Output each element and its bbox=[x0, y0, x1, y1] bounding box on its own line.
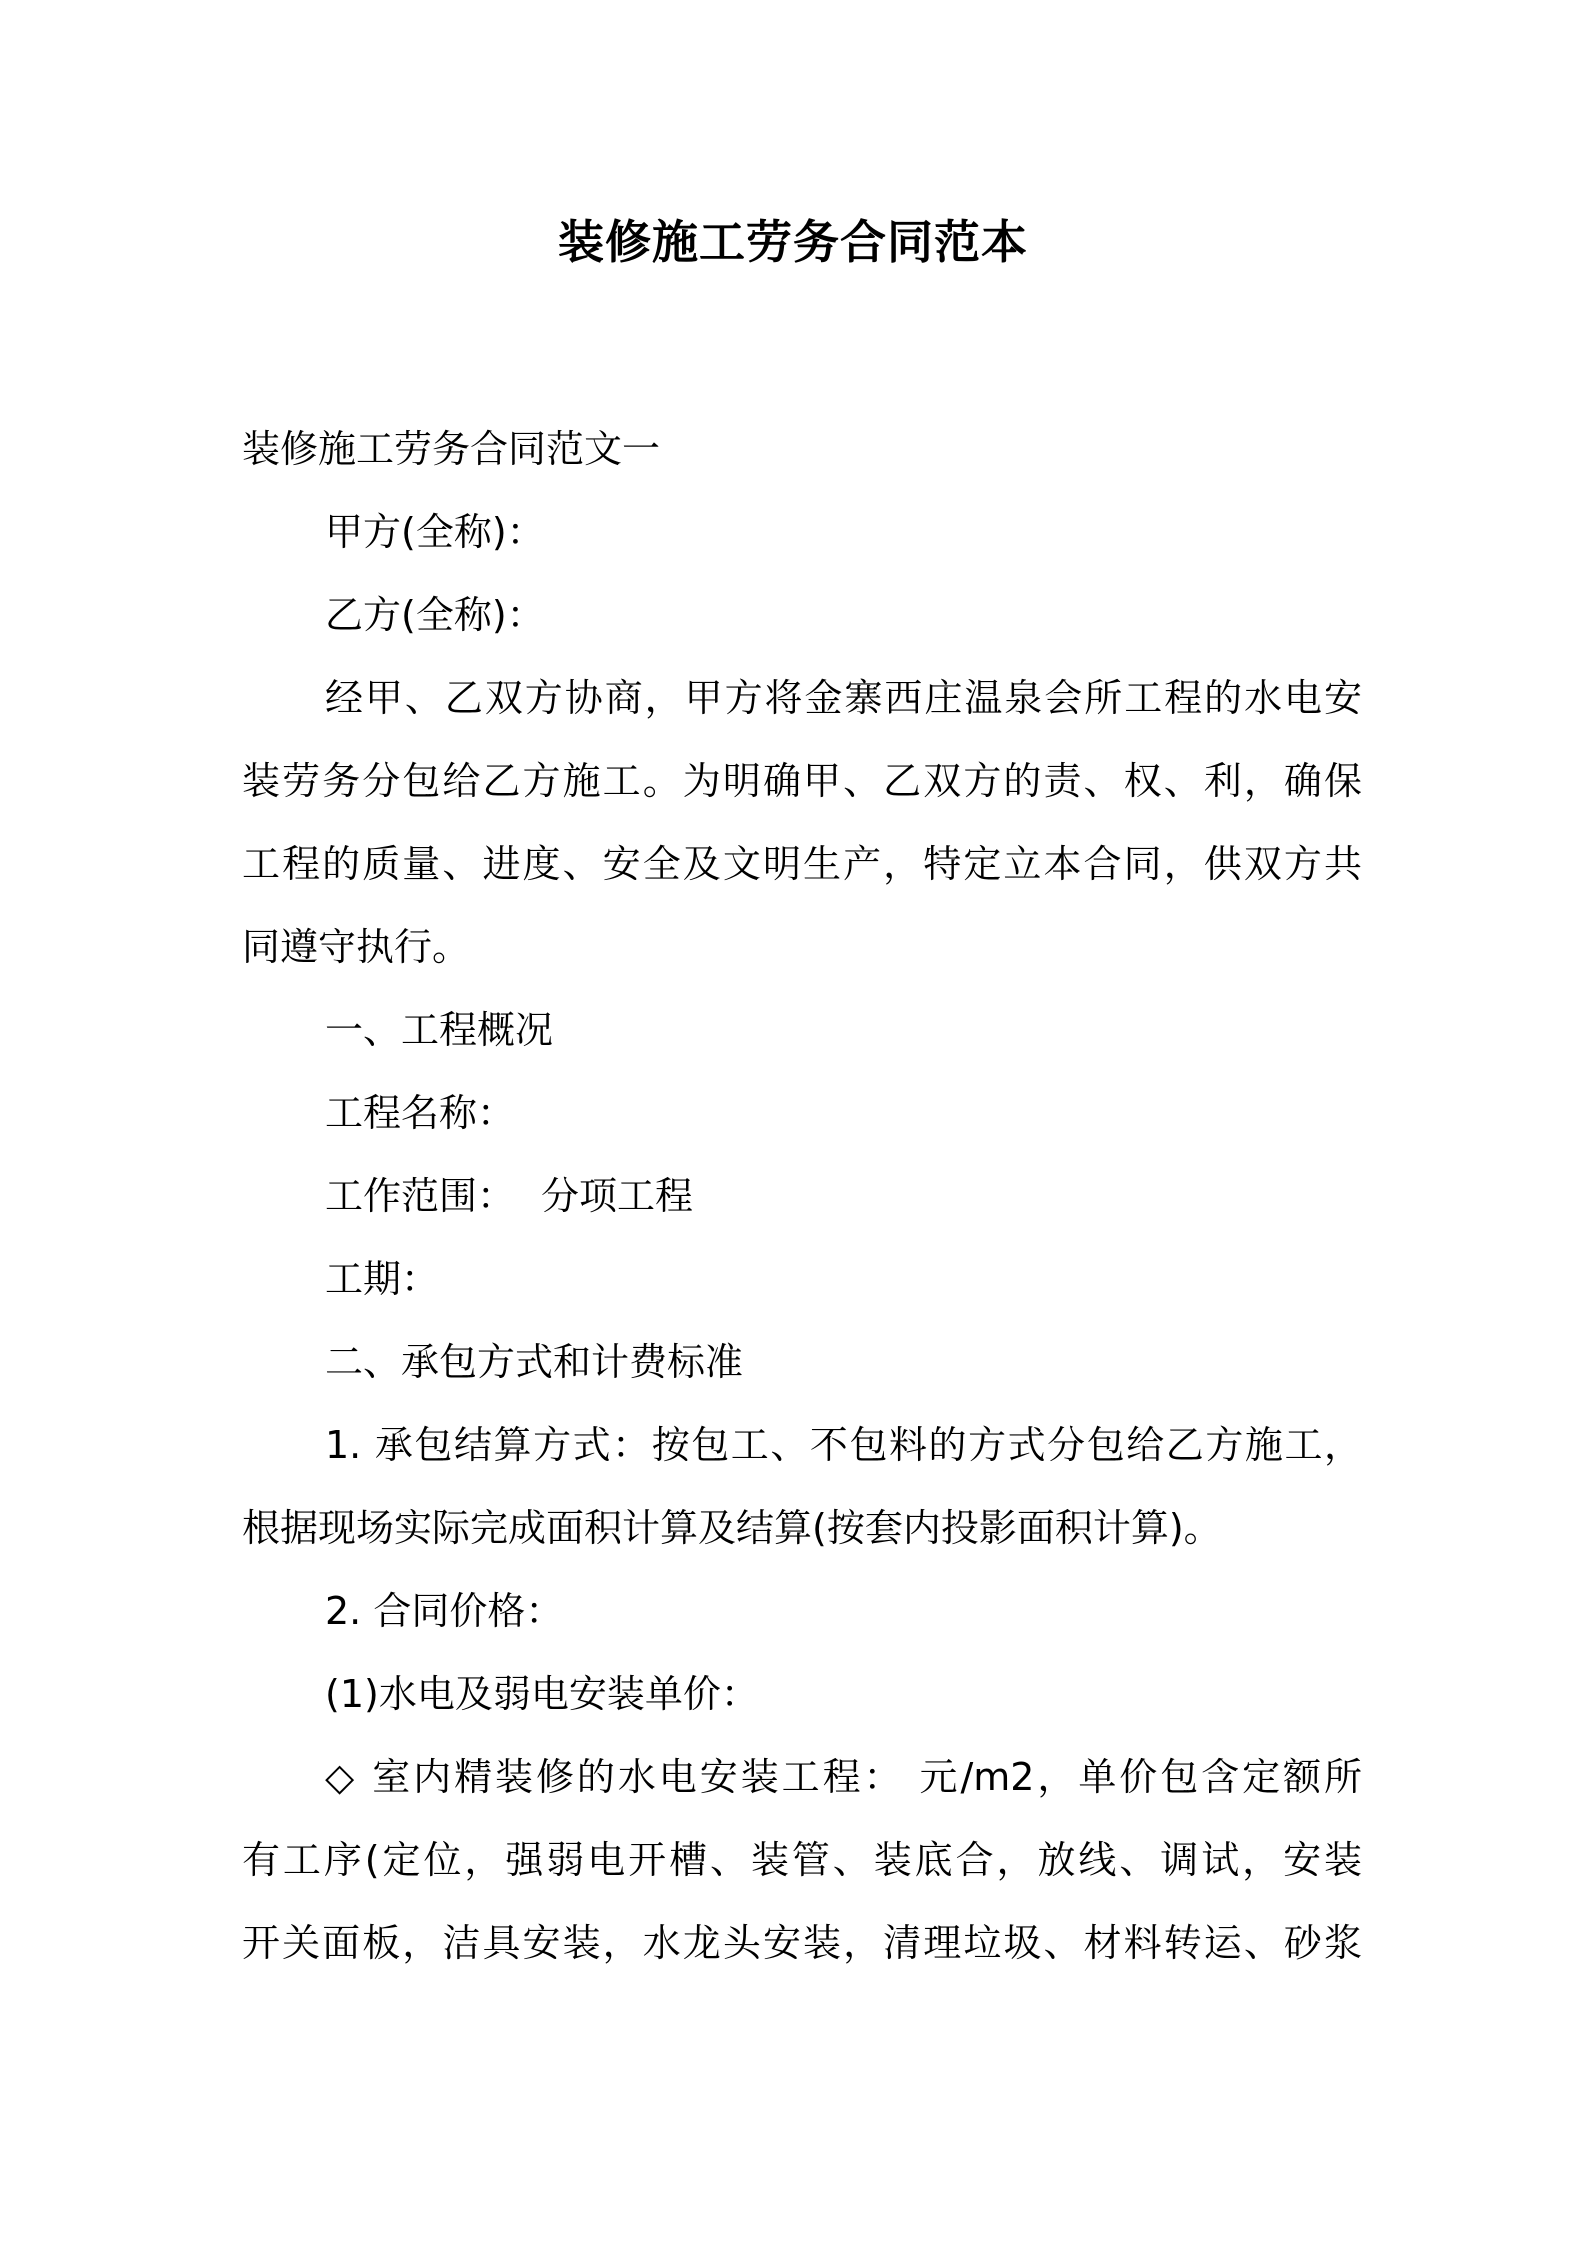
document-body bbox=[242, 408, 1362, 1985]
item1-line: 1. 承包结算方式：按包工、不包料的方式分包给乙方施工， bbox=[325, 1423, 1362, 1467]
bullet-line: 开关面板，洁具安装，水龙头安装，清理垃圾、材料转运、砂浆 bbox=[242, 1921, 1362, 1965]
project-name-field: 工程名称： bbox=[325, 1091, 516, 1135]
item1-line: 根据现场实际完成面积计算及结算(按套内投影面积计算)。 bbox=[242, 1506, 1222, 1550]
section2-heading: 二、承包方式和计费标准 bbox=[325, 1340, 744, 1384]
item2-heading: 2. 合同价格： bbox=[325, 1589, 564, 1633]
bullet-line: 有工序(定位，强弱电开槽、装管、装底合，放线、调试，安装 bbox=[242, 1838, 1362, 1882]
preamble-line: 工程的质量、进度、安全及文明生产，特定立本合同，供双方共 bbox=[242, 842, 1362, 886]
section1-heading: 一、工程概况 bbox=[325, 1008, 554, 1052]
preamble-line: 同遵守执行。 bbox=[242, 925, 471, 969]
party-b-field: 乙方(全称)： bbox=[325, 593, 545, 637]
preamble-line: 装劳务分包给乙方施工。为明确甲、乙双方的责、权、利，确保 bbox=[242, 759, 1362, 803]
work-scope-field bbox=[242, 1155, 1362, 1238]
work-scope-label: 工作范围： bbox=[325, 1174, 516, 1218]
section-heading: 装修施工劳务合同范文一 bbox=[242, 427, 661, 471]
work-scope-value: 分项工程 bbox=[541, 1174, 694, 1218]
item2-sub1: (1)水电及弱电安装单价： bbox=[325, 1672, 759, 1716]
bullet-line: ◇ 室内精装修的水电安装工程： 元/m2，单价包含定额所 bbox=[325, 1755, 1362, 1799]
party-a-field: 甲方(全称)： bbox=[325, 510, 545, 554]
duration-field: 工期： bbox=[325, 1257, 440, 1301]
preamble-line: 经甲、乙双方协商，甲方将金寨西庄温泉会所工程的水电安 bbox=[325, 676, 1362, 720]
document-title: 装修施工劳务合同范本 bbox=[558, 215, 1028, 269]
